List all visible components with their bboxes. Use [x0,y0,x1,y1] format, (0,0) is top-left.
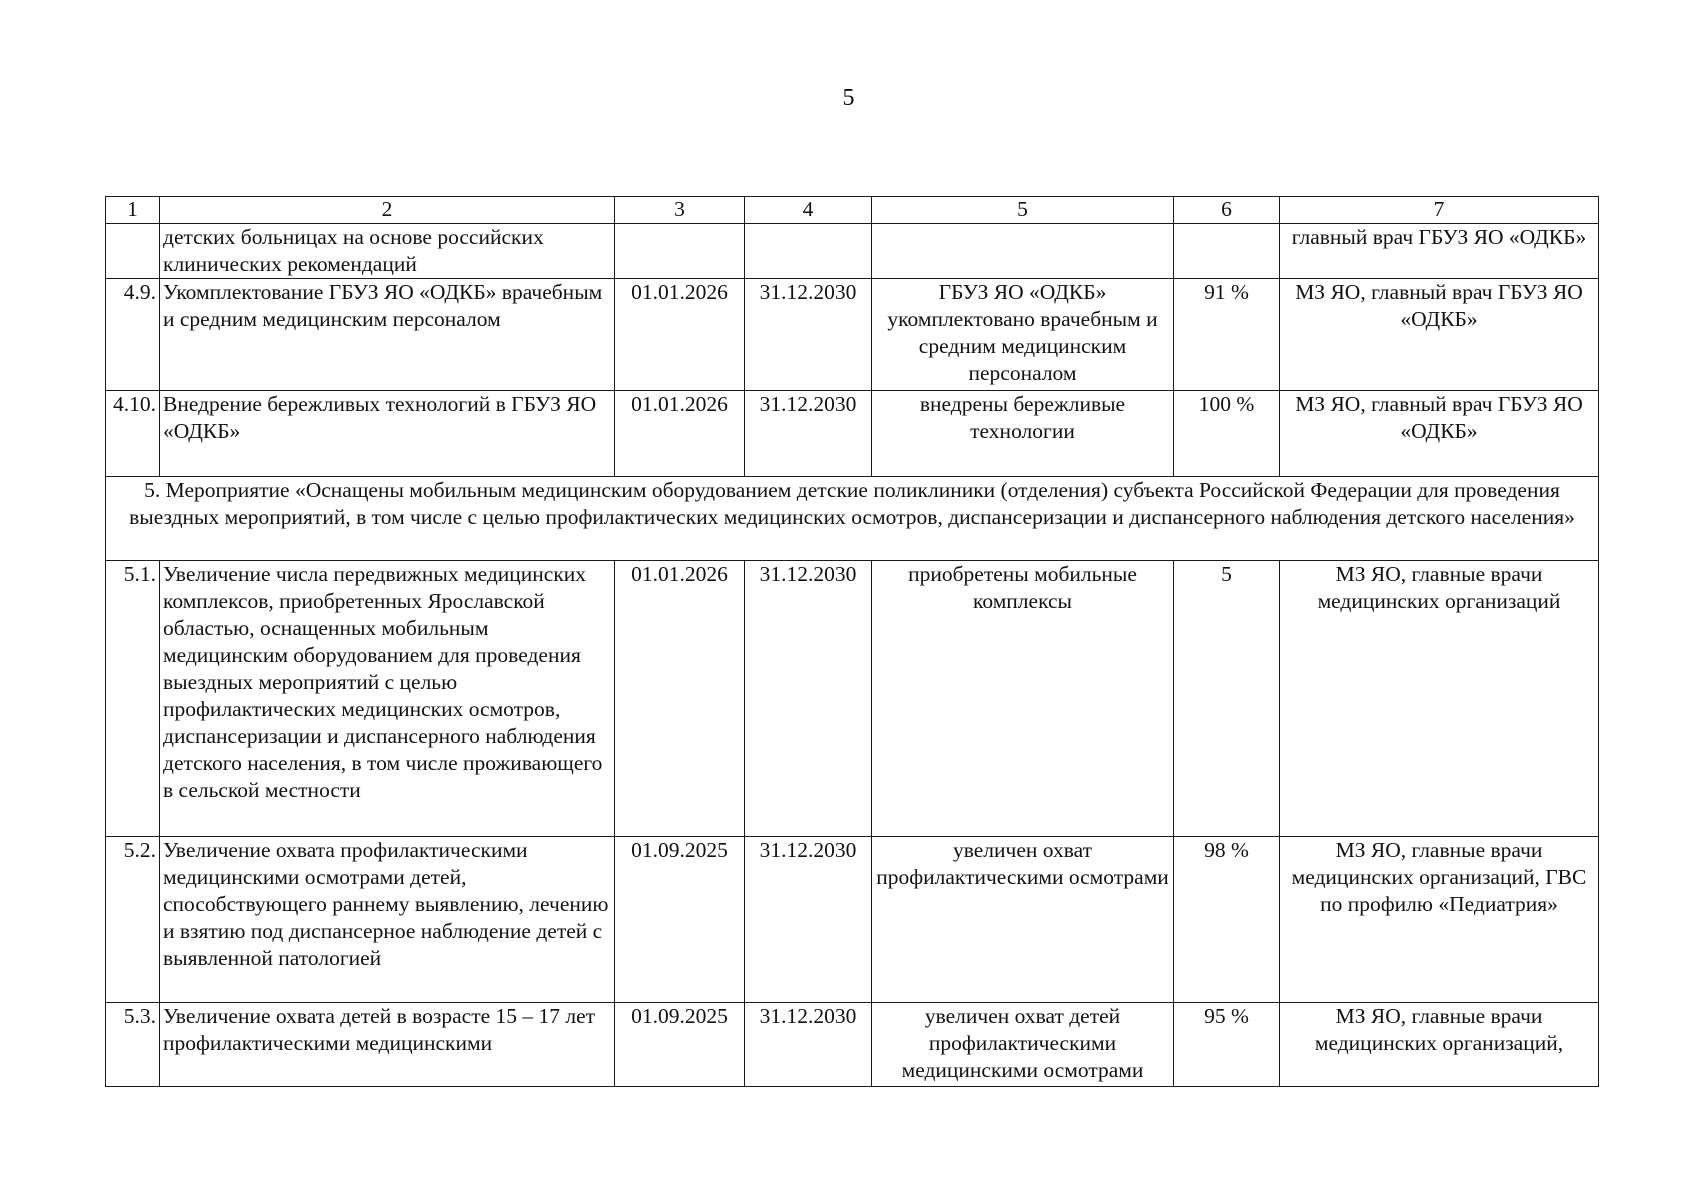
start-date [615,224,745,279]
column-header: 5 [872,197,1174,224]
item-value: 5 [1174,561,1280,837]
item-number [106,224,160,279]
item-result: приобретены мобильные комплексы [872,561,1174,837]
section-title: 5. Мероприятие «Оснащены мобильным медицинским оборудованием детские поликлиники (отделения) субъекта Российской Федерации для проведения выездных мероприятий, в том числе с целью профилактических медицинских осмотров, диспансеризации и диспансерного наблюдения детского населения» [106,477,1599,561]
item-value: 91 % [1174,279,1280,391]
item-number: 5.2. [106,837,160,1003]
item-value: 100 % [1174,391,1280,477]
item-value: 95 % [1174,1003,1280,1087]
end-date: 31.12.2030 [745,1003,872,1087]
column-header: 6 [1174,197,1280,224]
item-result: ГБУЗ ЯО «ОДКБ» укомплектовано врачебным и средним медицинским персоналом [872,279,1174,391]
start-date: 01.09.2025 [615,837,745,1003]
item-value [1174,224,1280,279]
start-date: 01.01.2026 [615,391,745,477]
column-header: 2 [160,197,615,224]
start-date: 01.01.2026 [615,279,745,391]
end-date: 31.12.2030 [745,561,872,837]
table-row [106,224,1599,279]
item-result: увеличен охват профилактическими осмотрами [872,837,1174,1003]
page-number: 5 [842,85,855,111]
column-header: 1 [106,197,160,224]
item-number: 4.9. [106,279,160,391]
item-responsible: МЗ ЯО, главные врачи медицинских организаций, [1280,1003,1599,1087]
table-row [106,561,1599,837]
table-row [106,279,1599,391]
end-date [745,224,872,279]
item-name: Увеличение охвата детей в возрасте 15 – 17 лет профилактическими медицинскими [160,1003,615,1087]
column-header: 7 [1280,197,1599,224]
item-responsible: МЗ ЯО, главный врач ГБУЗ ЯО «ОДКБ» [1280,391,1599,477]
end-date: 31.12.2030 [745,279,872,391]
table-row [106,1003,1599,1087]
table-row [106,391,1599,477]
item-result [872,224,1174,279]
item-result: внедрены бережливые технологии [872,391,1174,477]
item-number: 5.1. [106,561,160,837]
item-responsible: МЗ ЯО, главные врачи медицинских организаций [1280,561,1599,837]
item-result: увеличен охват детей профилактическими медицинскими осмотрами [872,1003,1174,1087]
end-date: 31.12.2030 [745,391,872,477]
column-header: 3 [615,197,745,224]
item-number: 4.10. [106,391,160,477]
item-name: Внедрение бережливых технологий в ГБУЗ ЯО «ОДКБ» [160,391,615,477]
section-row [106,477,1599,561]
start-date: 01.09.2025 [615,1003,745,1087]
start-date: 01.01.2026 [615,561,745,837]
item-responsible: главный врач ГБУЗ ЯО «ОДКБ» [1280,224,1599,279]
item-name: Увеличение числа передвижных медицинских комплексов, приобретенных Ярославской областью, оснащенных мобильным медицинским оборудованием для проведения выездных мероприятий с целью профилактических медицинских осмотров, диспансеризации и диспансерного наблюдения детского населения, в том числе проживающего в сельской местности [160,561,615,837]
plan-table [105,196,1599,1087]
end-date: 31.12.2030 [745,837,872,1003]
item-responsible: МЗ ЯО, главные врачи медицинских организаций, ГВС по профилю «Педиатрия» [1280,837,1599,1003]
item-number: 5.3. [106,1003,160,1087]
item-name: Укомплектование ГБУЗ ЯО «ОДКБ» врачебным и средним медицинским персоналом [160,279,615,391]
item-name: детских больницах на основе российских клинических рекомендаций [160,224,615,279]
item-name: Увеличение охвата профилактическими медицинскими осмотрами детей, способствующего раннему выявлению, лечению и взятию под диспансерное наблюдение детей с выявленной патологией [160,837,615,1003]
table-header-row [106,197,1599,224]
item-value: 98 % [1174,837,1280,1003]
table-row [106,837,1599,1003]
column-header: 4 [745,197,872,224]
item-responsible: МЗ ЯО, главный врач ГБУЗ ЯО «ОДКБ» [1280,279,1599,391]
